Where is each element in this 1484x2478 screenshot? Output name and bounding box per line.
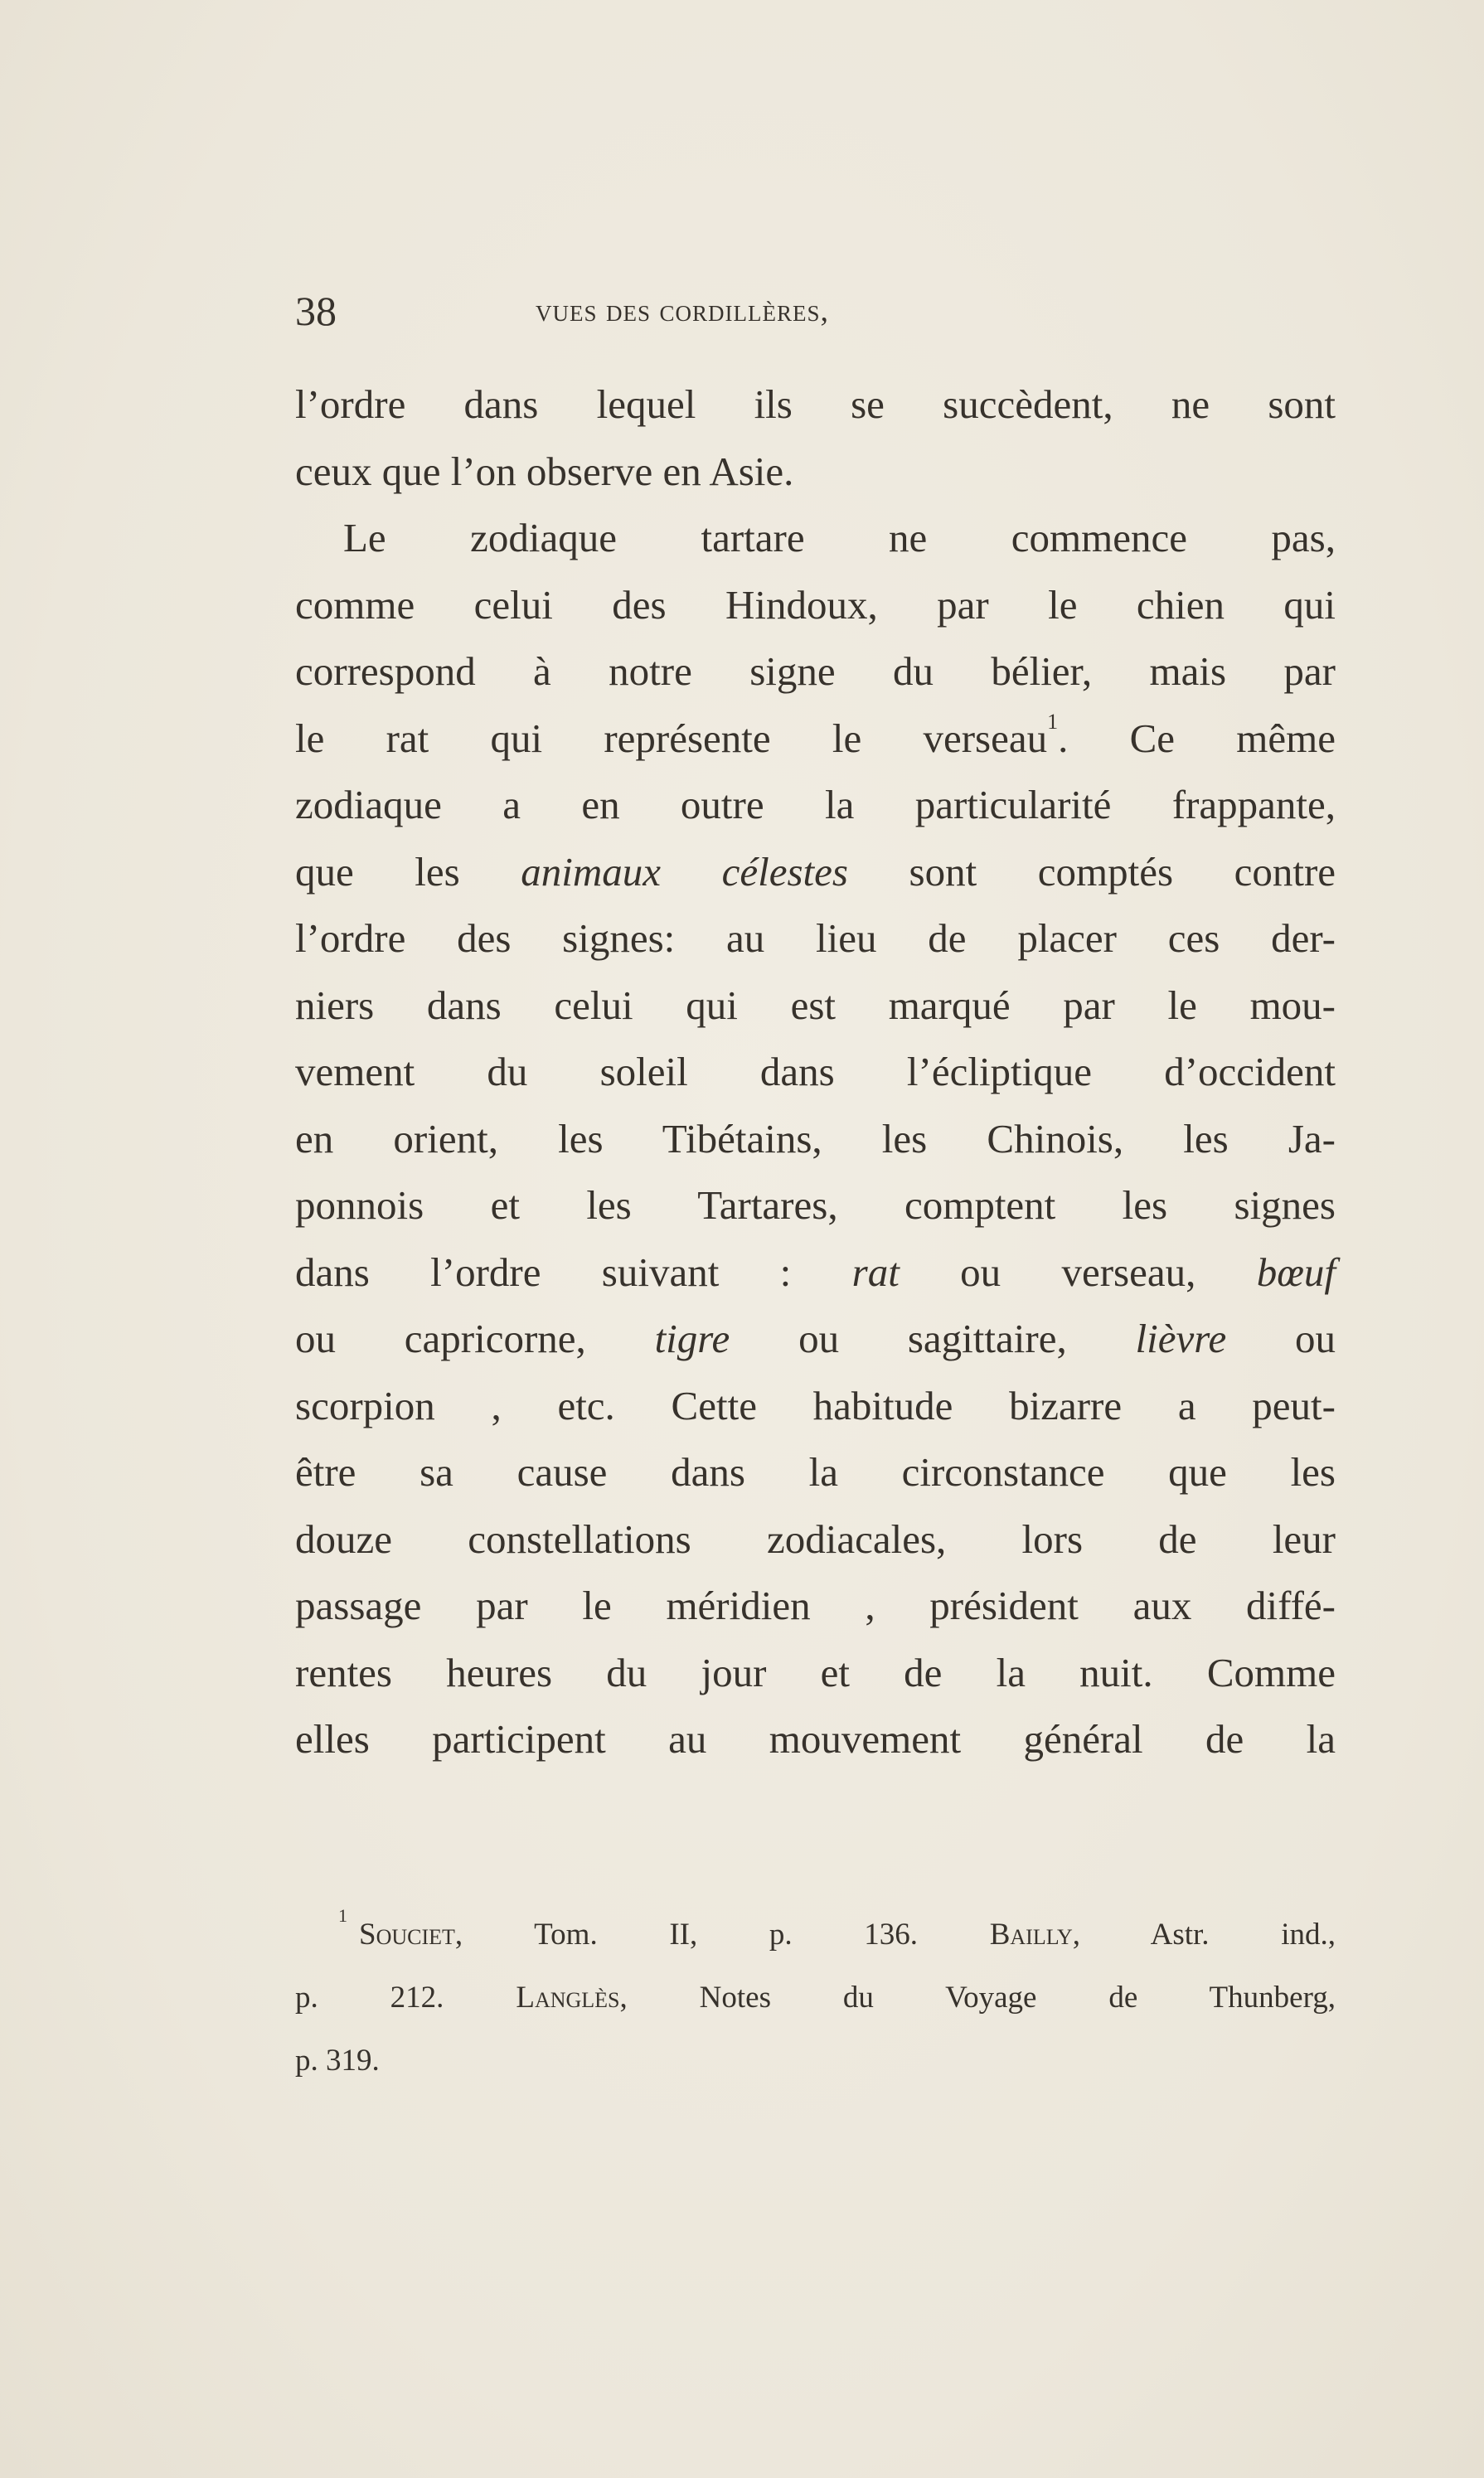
text-line (295, 839, 1336, 906)
footnote (295, 1903, 1336, 2092)
text-segment: Le zodiaque tartare ne commence pas, (343, 515, 1336, 560)
text-segment: dans l’ordre suivant : (295, 1249, 852, 1295)
text-segment: passage par le méridien , président aux diffé- (295, 1583, 1336, 1628)
text-line (295, 1306, 1336, 1373)
text-segment: en orient, les Tibétains, les Chinois, les Ja- (295, 1115, 1336, 1161)
text-segment: ceux que l’on observe en Asie. (295, 448, 794, 494)
running-title: vues des cordillères, (536, 293, 830, 328)
text-segment: sont comptés contre (847, 848, 1336, 895)
text-line (295, 1573, 1336, 1640)
italic-text: bœuf (1256, 1249, 1336, 1295)
text-segment: niers dans celui qui est marqué par le mou- (295, 982, 1336, 1028)
running-header (295, 282, 1336, 340)
text-line (295, 1706, 1336, 1773)
text-segment: rentes heures du jour et de la nuit. Comme (295, 1649, 1336, 1695)
text-segment: zodiaque a en outre la particularité frappante, (295, 782, 1336, 827)
page-number: 38 (295, 288, 337, 334)
text-segment: , Notes du Voyage de Thunberg, (619, 1981, 1336, 2015)
text-line (295, 1106, 1336, 1173)
text-line (295, 505, 1336, 572)
text-segment: douze constellations zodiacales, lors de leur (295, 1515, 1336, 1562)
text-line (295, 905, 1336, 972)
text-segment: ou capricorne, (295, 1316, 655, 1361)
footnote-marker: 1 (338, 1905, 347, 1926)
italic-text: animaux célestes (521, 848, 848, 895)
text-segment: l’ordre des signes: au lieu de placer ces der- (295, 915, 1336, 961)
footnote-marker: 1 (1047, 709, 1059, 734)
text-line (295, 1239, 1336, 1307)
text-segment: ou verseau, (899, 1249, 1257, 1295)
text-segment: , Astr. ind., (1072, 1918, 1336, 1952)
text-line (295, 1439, 1336, 1506)
text-line (295, 772, 1336, 839)
author-name: Bailly (989, 1918, 1073, 1952)
text-segment: elles participent au mouvement général de la (295, 1716, 1336, 1762)
author-name: Souciet (359, 1918, 455, 1952)
text-segment: scorpion , etc. Cette habitude bizarre a peut- (295, 1382, 1336, 1428)
text-segment: ou sagittaire, (730, 1316, 1136, 1361)
text-segment: le rat qui représente le verseau (295, 715, 1048, 761)
text-segment: que les (295, 848, 521, 895)
text-segment: vement du soleil dans l’écliptique d’occident (295, 1049, 1336, 1094)
text-segment: être sa cause dans la circonstance que les (295, 1449, 1336, 1495)
main-text (295, 371, 1336, 1773)
text-line (295, 1373, 1336, 1440)
text-segment: , Tom. II, p. 136. (454, 1918, 990, 1952)
text-segment: ponnois et les Tartares, comptent les signes (295, 1182, 1336, 1228)
text-segment: p. 319. (295, 2044, 380, 2078)
text-segment: . Ce même (1058, 715, 1336, 761)
italic-text: lièvre (1135, 1316, 1227, 1361)
text-line (295, 706, 1336, 773)
text-segment: p. 212. (295, 1981, 516, 2015)
text-line (295, 1506, 1336, 1574)
text-line (295, 972, 1336, 1040)
text-segment: comme celui des Hindoux, par le chien qui (295, 581, 1336, 628)
italic-text: tigre (654, 1316, 730, 1361)
italic-text: rat (851, 1249, 900, 1295)
footnote-line (295, 1966, 1336, 2029)
author-name: Langlès (516, 1981, 620, 2015)
text-line (295, 439, 1336, 506)
text-segment: ou (1226, 1316, 1336, 1361)
text-segment: correspond à notre signe du bélier, mais par (295, 648, 1336, 694)
text-segment: l’ordre dans lequel ils se succèdent, ne sont (295, 381, 1336, 427)
text-line (295, 638, 1336, 706)
text-line (295, 1039, 1336, 1106)
text-line (295, 572, 1336, 639)
text-line (295, 371, 1336, 439)
footnote-line (295, 1903, 1336, 1966)
text-line (295, 1172, 1336, 1239)
text-line (295, 1640, 1336, 1707)
footnote-line (295, 2029, 1336, 2092)
